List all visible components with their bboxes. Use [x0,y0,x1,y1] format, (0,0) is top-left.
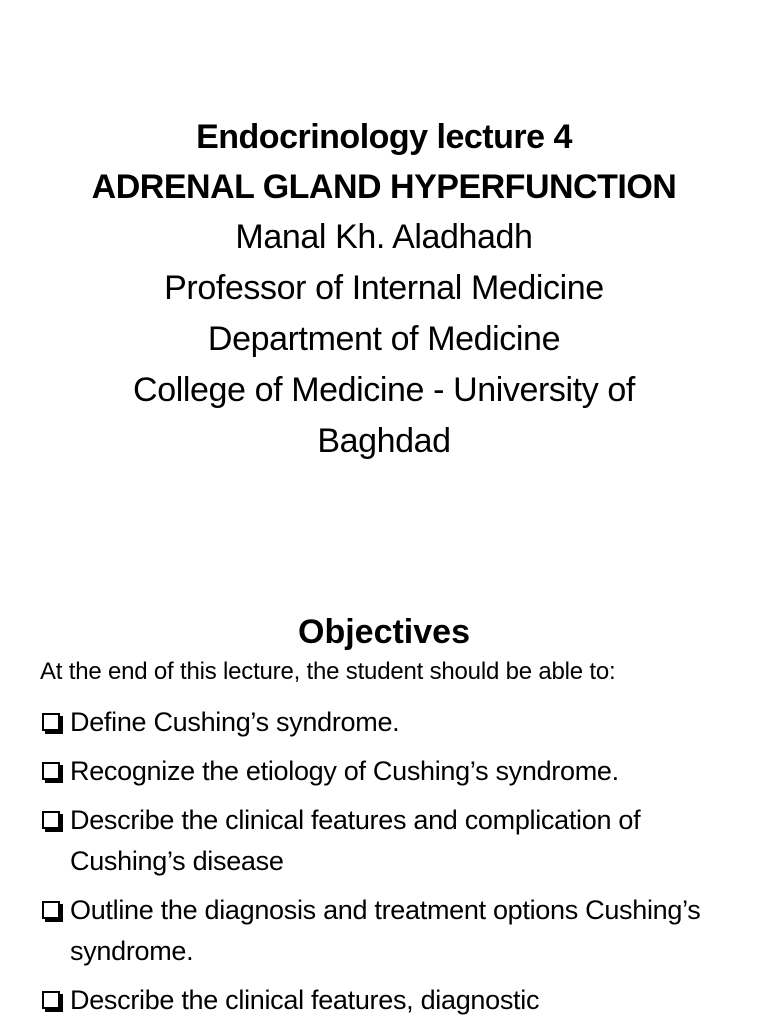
objectives-slide [0,580,768,1024]
objective-text: Describe the clinical features and complication of Cushing’s disease [70,805,641,876]
checkbox-square-icon [42,901,60,919]
lecture-title-line-1: Endocrinology lecture 4 [196,118,572,156]
objective-text: Recognize the etiology of Cushing’s syndrome. [70,756,619,786]
author-name: Manal Kh. Aladhadh [235,218,533,256]
checkbox-square-icon [42,811,60,829]
author-department: Department of Medicine [207,320,561,358]
checkbox-square-icon [42,762,60,780]
objective-text: Define Cushing’s syndrome. [70,707,400,737]
objectives-heading: Objectives [298,613,470,651]
checkbox-square-icon [42,713,60,731]
lecture-title-line-2: ADRENAL GLAND HYPERFUNCTION [91,168,677,206]
objective-item [42,702,742,743]
objectives-intro: At the end of this lecture, the student should be able to: [40,658,616,685]
objective-item [42,890,742,972]
objective-item [42,980,742,1021]
objectives-list [42,702,742,1029]
objective-item [42,800,742,882]
title-block [24,112,744,467]
objective-text: Describe the clinical features, diagnostic [70,985,540,1015]
objective-item [42,751,742,792]
author-college-line-2: Baghdad [317,422,451,460]
objective-text: Outline the diagnosis and treatment options Cushing’s syndrome. [70,895,701,966]
author-college-line-1: College of Medicine - University of [133,371,635,409]
author-position: Professor of Internal Medicine [164,269,604,307]
checkbox-square-icon [42,991,60,1009]
